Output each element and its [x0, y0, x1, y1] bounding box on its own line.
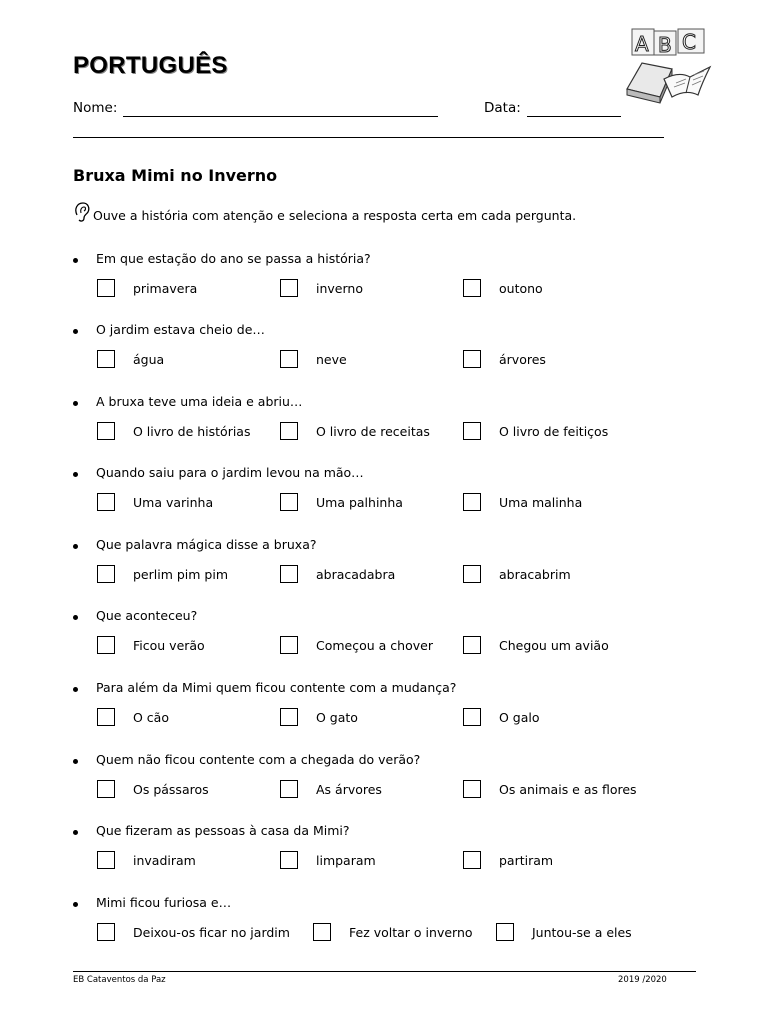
bullet: [73, 902, 78, 907]
option-label: O gato: [316, 710, 358, 725]
option-label: outono: [499, 281, 543, 296]
data-field[interactable]: [527, 116, 621, 117]
checkbox[interactable]: [97, 851, 115, 869]
checkbox[interactable]: [463, 565, 481, 583]
bullet: [73, 329, 78, 334]
question-text: Que palavra mágica disse a bruxa?: [96, 537, 317, 552]
option-label: As árvores: [316, 782, 382, 797]
nome-label: Nome:: [73, 100, 118, 116]
question-text: Quando saiu para o jardim levou na mão…: [96, 465, 364, 480]
question-text: Que fizeram as pessoas à casa da Mimi?: [96, 823, 350, 838]
option-label: Uma malinha: [499, 495, 583, 510]
page-title: PORTUGUÊS: [73, 52, 228, 79]
footer-divider: [73, 971, 696, 972]
bullet: [73, 759, 78, 764]
option-label: invadiram: [133, 853, 196, 868]
option-label: Os pássaros: [133, 782, 209, 797]
footer-school: EB Cataventos da Paz: [73, 975, 166, 985]
checkbox[interactable]: [280, 708, 298, 726]
option-label: O galo: [499, 710, 540, 725]
checkbox[interactable]: [97, 780, 115, 798]
footer-year: 2019 /2020: [618, 975, 667, 985]
option-label: O livro de receitas: [316, 424, 430, 439]
option-label: Ficou verão: [133, 638, 205, 653]
question-text: A bruxa teve uma ideia e abriu…: [96, 394, 303, 409]
checkbox[interactable]: [313, 923, 331, 941]
option-label: Uma varinha: [133, 495, 214, 510]
data-label: Data:: [484, 100, 521, 116]
checkbox[interactable]: [97, 565, 115, 583]
instruction-text: Ouve a história com atenção e seleciona a resposta certa em cada pergunta.: [93, 208, 577, 223]
checkbox[interactable]: [463, 708, 481, 726]
story-title: Bruxa Mimi no Inverno: [73, 166, 278, 185]
bullet: [73, 401, 78, 406]
logo-letter-b: B: [658, 33, 672, 57]
question-text: Para além da Mimi quem ficou contente com a mudança?: [96, 680, 457, 695]
option-label: O livro de feitiços: [499, 424, 609, 439]
ear-icon: [73, 201, 91, 223]
option-label: limparam: [316, 853, 376, 868]
option-label: árvores: [499, 352, 546, 367]
question-text: O jardim estava cheio de…: [96, 322, 265, 337]
checkbox[interactable]: [280, 636, 298, 654]
question-10: [73, 895, 713, 955]
checkbox[interactable]: [463, 636, 481, 654]
logo-letter-a: A: [635, 32, 649, 56]
header-divider: [73, 137, 664, 138]
question-6: [73, 608, 713, 668]
option-label: primavera: [133, 281, 198, 296]
checkbox[interactable]: [97, 923, 115, 941]
option-label: inverno: [316, 281, 363, 296]
checkbox[interactable]: [280, 780, 298, 798]
option-label: Deixou-os ficar no jardim: [133, 925, 290, 940]
checkbox[interactable]: [463, 780, 481, 798]
option-label: Chegou um avião: [499, 638, 609, 653]
checkbox[interactable]: [463, 851, 481, 869]
checkbox[interactable]: [463, 279, 481, 297]
bullet: [73, 544, 78, 549]
checkbox[interactable]: [280, 350, 298, 368]
question-5: [73, 537, 713, 597]
checkbox[interactable]: [280, 279, 298, 297]
checkbox[interactable]: [280, 565, 298, 583]
option-label: perlim pim pim: [133, 567, 229, 582]
checkbox[interactable]: [97, 422, 115, 440]
option-label: Os animais e as flores: [499, 782, 637, 797]
checkbox[interactable]: [97, 350, 115, 368]
option-label: O livro de histórias: [133, 424, 251, 439]
option-label: água: [133, 352, 165, 367]
checkbox[interactable]: [463, 493, 481, 511]
option-label: neve: [316, 352, 347, 367]
question-4: [73, 465, 713, 525]
option-label: Juntou-se a eles: [532, 925, 632, 940]
question-text: Em que estação do ano se passa a história?: [96, 251, 371, 266]
checkbox[interactable]: [97, 636, 115, 654]
question-2: [73, 322, 713, 382]
bullet: [73, 615, 78, 620]
question-3: [73, 394, 713, 454]
bullet: [73, 258, 78, 263]
checkbox[interactable]: [280, 851, 298, 869]
question-7: [73, 680, 713, 740]
checkbox[interactable]: [463, 422, 481, 440]
option-label: Começou a chover: [316, 638, 433, 653]
nome-field[interactable]: [123, 116, 438, 117]
checkbox[interactable]: [97, 708, 115, 726]
checkbox[interactable]: [463, 350, 481, 368]
option-label: partiram: [499, 853, 554, 868]
checkbox[interactable]: [97, 493, 115, 511]
checkbox[interactable]: [280, 422, 298, 440]
bullet: [73, 830, 78, 835]
question-9: [73, 823, 713, 883]
question-text: Quem não ficou contente com a chegada do verão?: [96, 752, 421, 767]
logo-letter-c: C: [682, 30, 696, 54]
question-text: Mimi ficou furiosa e…: [96, 895, 232, 910]
question-8: [73, 752, 713, 812]
checkbox[interactable]: [496, 923, 514, 941]
question-text: Que aconteceu?: [96, 608, 198, 623]
bullet: [73, 472, 78, 477]
abc-book-logo-icon: [624, 27, 714, 113]
bullet: [73, 687, 78, 692]
option-label: abracadabra: [316, 567, 396, 582]
option-label: O cão: [133, 710, 169, 725]
option-label: Fez voltar o inverno: [349, 925, 473, 940]
option-label: abracabrim: [499, 567, 571, 582]
checkbox[interactable]: [97, 279, 115, 297]
checkbox[interactable]: [280, 493, 298, 511]
question-1: [73, 251, 713, 311]
option-label: Uma palhinha: [316, 495, 403, 510]
